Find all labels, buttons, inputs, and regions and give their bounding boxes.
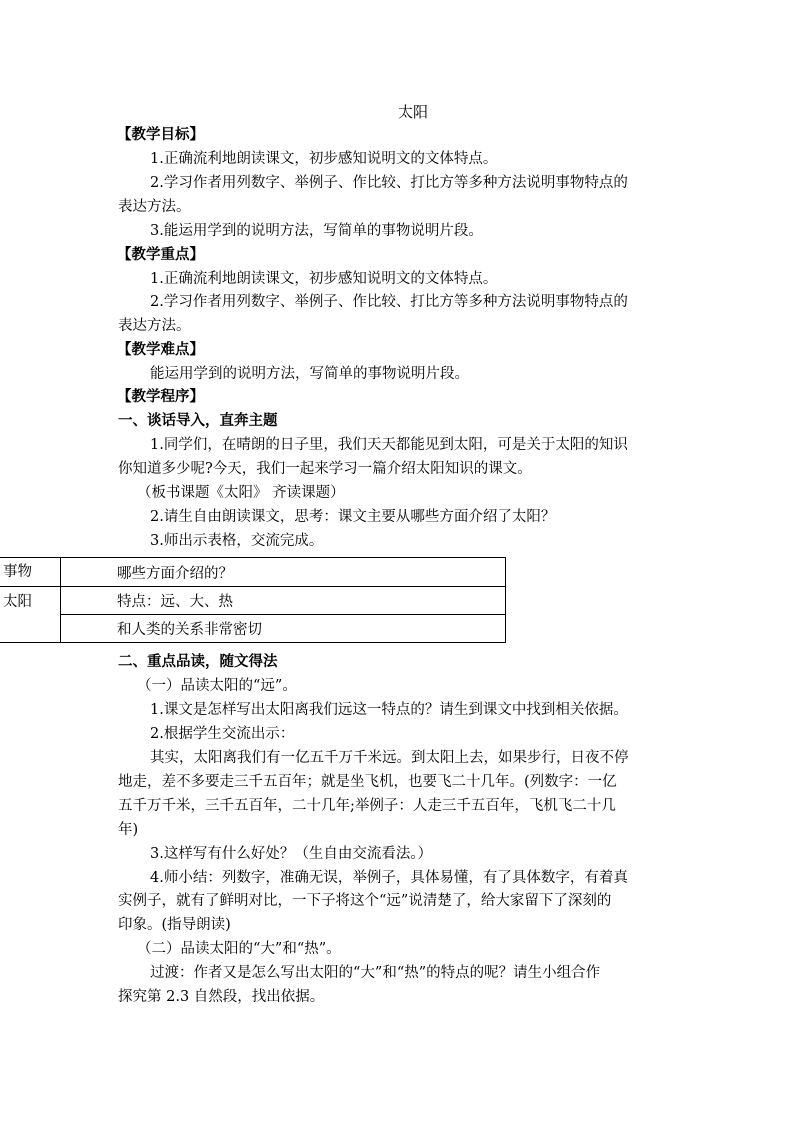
goals-heading: 【教学目标】	[117, 126, 204, 143]
part2-line: （一）品读太阳的“远”。	[137, 678, 297, 694]
goal-line: 表达方法。	[118, 199, 191, 215]
part2-line: 年)	[118, 822, 139, 838]
key-line: 1.正确流利地朗读课文，初步感知说明文的文体特点。	[150, 271, 498, 287]
key-line: 2.学习作者用列数字、举例子、作比较、打比方等多种方法说明事物特点的	[150, 294, 628, 310]
part1-line: 3.师出示表格，交流完成。	[150, 533, 324, 549]
document-title: 太阳	[398, 103, 429, 121]
part2-line: 3.这样写有什么好处？（生自由交流看法。）	[150, 846, 433, 862]
part1-heading: 一、谈话导入，直奔主题	[118, 412, 278, 429]
goal-line: 3.能运用学到的说明方法，写简单的事物说明片段。	[150, 223, 483, 239]
table-cell-subject: 太阳	[3, 594, 32, 610]
table-cell-aspect: 特点：远、大、热	[117, 594, 233, 610]
table-divider	[60, 558, 61, 642]
part2-line: 实例子，就有了鲜明对比，一下子将这个“远”说清楚了，给大家留下了深刻的	[118, 893, 612, 909]
table-divider	[0, 586, 505, 587]
part2-heading: 二、重点品读，随文得法	[118, 653, 278, 670]
procedure-heading: 【教学程序】	[117, 388, 204, 405]
part1-line: 1.同学们，在晴朗的日子里，我们天天都能见到太阳，可是关于太阳的知识	[150, 437, 628, 453]
key-line: 表达方法。	[118, 318, 191, 334]
part2-line: 印象。(指导朗读)	[118, 917, 231, 933]
table-cell-aspect: 和人类的关系非常密切	[117, 622, 262, 638]
part2-line: 过渡：作者又是怎么写出太阳的“大”和“热”的特点的呢？请生小组合作	[150, 965, 601, 981]
part1-line: 你知道多少呢?今天，我们一起来学习一篇介绍太阳知识的课文。	[118, 461, 532, 477]
table-divider	[61, 614, 505, 615]
key-heading: 【教学重点】	[117, 246, 204, 263]
part1-line: （板书课题《太阳》 齐读课题）	[137, 485, 345, 501]
content-table	[0, 557, 506, 643]
part2-line: 2.根据学生交流出示：	[150, 726, 295, 742]
table-header-aspects: 哪些方面介绍的？	[117, 566, 233, 582]
part1-line: 2.请生自由朗读课文，思考：课文主要从哪些方面介绍了太阳？	[150, 509, 556, 525]
goal-line: 1.正确流利地朗读课文，初步感知说明文的文体特点。	[150, 151, 498, 167]
part2-line: （二）品读太阳的“大”和“热”。	[137, 941, 341, 957]
part2-line: 探究第 2.3 自然段，找出依据。	[118, 989, 325, 1005]
part2-line: 五千万千米，三千五百年，二十几年;举例子：人走三千五百年，飞机飞二十几	[118, 798, 616, 814]
part2-line: 其实，太阳离我们有一亿五千万千米远。到太阳上去，如果步行，日夜不停	[150, 750, 629, 766]
difficulty-text: 能运用学到的说明方法，写简单的事物说明片段。	[150, 366, 469, 382]
part2-line: 4.师小结：列数字，准确无误，举例子，具体易懂，有了具体数字，有着真	[150, 870, 628, 886]
difficulty-heading: 【教学难点】	[117, 341, 204, 358]
part2-line: 1.课文是怎样写出太阳离我们远这一特点的？请生到课文中找到相关依据。	[150, 702, 628, 718]
part2-line: 地走，差不多要走三千五百年；就是坐飞机，也要飞二十几年。(列数字：一亿	[118, 774, 617, 790]
goal-line: 2.学习作者用列数字、举例子、作比较、打比方等多种方法说明事物特点的	[150, 175, 628, 191]
table-header-subject: 事物	[3, 564, 32, 580]
